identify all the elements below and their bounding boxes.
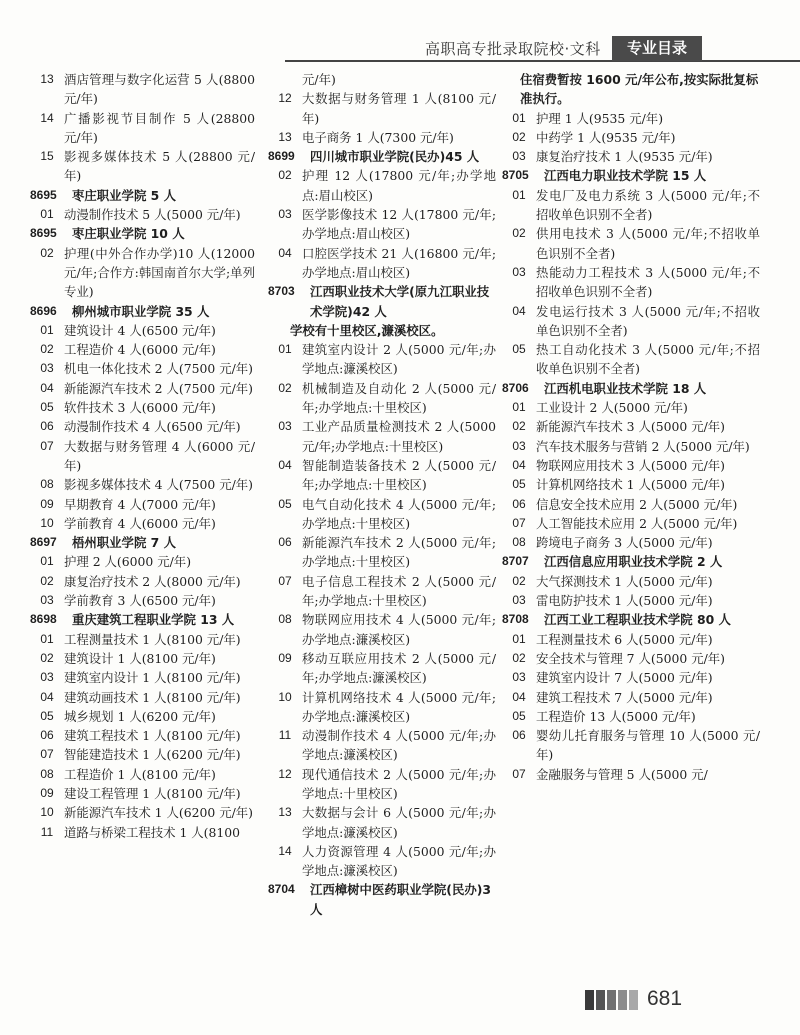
program-text: 工程测量技术 1 人(8100 元/年) [64,631,241,647]
program-number: 01 [278,342,292,357]
program-text: 智能制造装备技术 2 人(5000 元/年;办学地点:十里校区) [302,457,496,493]
program-entry [268,89,496,128]
page-footer [585,987,745,1012]
program-entry [502,437,760,456]
program-entry [268,765,496,804]
program-entry [502,147,760,166]
program-entry [268,610,496,649]
program-number: 04 [40,689,54,704]
page-header [0,36,800,64]
program-number: 02 [512,650,526,665]
program-text: 跨境电子商务 3 人(5000 元/年) [536,535,713,551]
program-text: 新能源汽车技术 3 人(5000 元/年) [536,419,725,435]
school-heading [502,552,760,571]
program-number: 03 [512,264,526,279]
footer-bar-square [618,990,627,1010]
program-number: 08 [40,766,54,781]
program-entry [502,514,760,533]
program-text: 建筑工程技术 1 人(8100 元/年) [64,728,241,744]
program-text: 工业产品质量检测技术 2 人(5000 元/年;办学地点:十里校区) [302,419,496,454]
program-text: 建筑室内设计 7 人(5000 元/年) [536,670,713,686]
program-number: 14 [278,843,292,858]
program-number: 13 [278,129,292,144]
program-entry [502,630,760,649]
program-number: 01 [512,631,526,646]
program-number: 05 [40,708,54,723]
school-code: 8699 [268,149,295,164]
school-note: 学校有十里校区,濂溪校区。 [290,322,444,338]
program-text: 电子商务 1 人(7300 元/年) [302,129,454,145]
program-text: 婴幼儿托育服务与管理 10 人(5000 元/年) [536,728,760,763]
program-entry [502,109,760,128]
program-number: 03 [40,593,54,608]
program-number: 09 [40,785,54,800]
program-entry [268,649,496,688]
program-entry [268,456,496,495]
program-entry [268,572,496,611]
program-number: 11 [278,728,292,743]
school-code: 8696 [30,303,57,318]
program-text: 城乡规划 1 人(6200 元/年) [64,708,216,724]
program-text: 工程造价 13 人(5000 元/年) [536,708,696,724]
footer-bar-square [607,990,616,1010]
program-text: 护理 2 人(6000 元/年) [64,554,192,570]
program-entry [30,437,255,476]
program-number: 03 [278,419,292,434]
program-number: 06 [40,728,54,743]
program-entry [30,495,255,514]
program-entry [30,340,255,359]
school-name: 梧州职业学院 7 人 [72,535,176,551]
school-name: 四川城市职业学院(民办)45 人 [310,149,480,165]
program-number: 07 [278,573,292,588]
school-code: 8695 [30,226,57,241]
school-heading [268,147,496,166]
program-number: 07 [40,438,54,453]
school-heading [268,282,496,321]
school-code: 8705 [502,168,529,183]
program-text: 学前教育 4 人(6000 元/年) [64,515,216,531]
program-number: 09 [278,650,292,665]
program-number: 07 [40,747,54,762]
school-name: 柳州城市职业学院 35 人 [72,303,210,319]
program-entry [502,649,760,668]
program-entry [30,649,255,668]
program-number: 05 [512,708,526,723]
program-entry [30,823,255,842]
program-text: 新能源汽车技术 2 人(5000 元/年;办学地点:十里校区) [302,535,496,570]
program-number: 08 [512,535,526,550]
program-number: 01 [40,554,54,569]
program-text: 大数据与财务管理 4 人(6000 元/年) [64,438,255,473]
program-text: 移动互联应用技术 2 人(5000 元/年;办学地点:濂溪校区) [302,650,496,686]
school-heading [502,610,760,629]
program-number: 10 [40,515,54,530]
program-entry [502,340,760,379]
program-entry [30,765,255,784]
program-number: 06 [40,419,54,434]
school-code: 8697 [30,535,57,550]
program-number: 06 [278,535,292,550]
program-number: 04 [512,689,526,704]
program-text: 康复治疗技术 1 人(9535 元/年) [536,149,713,165]
program-text: 机械制造及自动化 2 人(5000 元/年;办学地点:十里校区) [302,380,496,416]
program-number: 02 [278,380,292,395]
program-entry [268,166,496,205]
program-text: 雷电防护技术 1 人(5000 元/年) [536,593,713,609]
program-entry [30,803,255,822]
program-text: 动漫制作技术 4 人(6500 元/年) [64,419,241,435]
program-entry [268,205,496,244]
program-text: 口腔医学技术 21 人(16800 元/年;办学地点:眉山校区) [302,245,496,280]
program-text: 安全技术与管理 7 人(5000 元/年) [536,650,725,666]
program-entry [30,726,255,745]
program-number: 07 [512,766,526,781]
program-number: 13 [278,805,292,820]
school-heading [268,880,496,919]
footer-bar-square [629,990,638,1010]
program-text: 软件技术 3 人(6000 元/年) [64,400,216,416]
program-text: 建筑工程技术 7 人(5000 元/年) [536,689,713,705]
program-text: 工程造价 1 人(8100 元/年) [64,766,216,782]
program-text: 人工智能技术应用 2 人(5000 元/年) [536,515,738,531]
program-number: 04 [512,303,526,318]
program-entry [502,533,760,552]
program-entry [268,688,496,727]
program-number: 04 [278,245,292,260]
program-text: 中药学 1 人(9535 元/年) [536,129,676,145]
program-text: 大数据与财务管理 1 人(8100 元/年) [302,91,496,126]
program-entry [30,475,255,494]
program-number: 05 [40,400,54,415]
program-number: 03 [512,149,526,164]
program-number: 06 [512,728,526,743]
program-number: 03 [512,670,526,685]
program-entry [30,668,255,687]
program-entry [502,456,760,475]
program-number: 01 [512,110,526,125]
program-text: 护理 1 人(9535 元/年) [536,110,664,126]
footer-bar-square [585,990,594,1010]
school-name: 重庆建筑工程职业学院 13 人 [72,612,235,628]
program-number: 02 [40,573,54,588]
program-number: 02 [512,419,526,434]
program-entry [502,186,760,225]
school-name: 江西机电职业技术学院 18 人 [544,380,707,396]
program-entry [502,495,760,514]
school-name: 枣庄职业学院 10 人 [72,226,185,242]
school-name: 江西信息应用职业技术学院 2 人 [544,554,723,570]
program-text: 护理 12 人(17800 元/年;办学地点:眉山校区) [302,168,496,203]
program-entry [502,668,760,687]
program-text: 热能动力工程技术 3 人(5000 元/年;不招收单色识别不全者) [536,264,760,300]
program-number: 02 [512,226,526,241]
program-number: 01 [40,631,54,646]
program-text: 建筑设计 4 人(6500 元/年) [64,322,216,338]
program-text: 广播影视节目制作 5 人(28800 元/年) [64,110,255,145]
program-entry [268,417,496,456]
program-entry [268,70,496,89]
school-heading [30,302,255,321]
program-number: 11 [40,824,54,839]
program-entry [268,244,496,283]
program-number: 04 [40,380,54,395]
school-code: 8698 [30,612,57,627]
header-section-tab: 专业目录 [612,36,702,61]
program-text: 影视多媒体技术 4 人(7500 元/年) [64,477,253,493]
program-text: 医学影像技术 12 人(17800 元/年;办学地点:眉山校区) [302,207,496,242]
program-number: 03 [278,207,292,222]
program-text: 工业设计 2 人(5000 元/年) [536,400,688,416]
program-number [268,70,302,89]
program-entry [30,745,255,764]
school-note: 住宿费暂按 1600 元/年公布,按实际批复标准执行。 [520,72,759,107]
program-number: 04 [278,457,292,472]
program-text: 机电一体化技术 2 人(7500 元/年) [64,361,253,377]
program-text: 酒店管理与数字化运营 5 人(8800 元/年) [64,72,255,107]
program-number: 05 [512,477,526,492]
program-text: 人力资源管理 4 人(5000 元/年;办学地点:濂溪校区) [302,843,496,879]
program-number: 05 [278,496,292,511]
program-text: 学前教育 3 人(6500 元/年) [64,593,216,609]
program-number: 02 [278,168,292,183]
column-1 [30,70,255,955]
program-text: 计算机网络技术 4 人(5000 元/年;办学地点:濂溪校区) [302,689,496,724]
program-text: 道路与桥梁工程技术 1 人(8100 [64,824,241,840]
program-entry [502,417,760,436]
program-text: 金融服务与管理 5 人(5000 元/ [536,766,708,782]
program-text: 汽车技术服务与营销 2 人(5000 元/年) [536,438,750,454]
header-title: 高职高专批录取院校·文科 [425,40,601,58]
program-text: 电气自动化技术 4 人(5000 元/年;办学地点:十里校区) [302,496,496,531]
program-text: 康复治疗技术 2 人(8000 元/年) [64,573,241,589]
program-text: 发电运行技术 3 人(5000 元/年;不招收单色识别不全者) [536,303,760,338]
school-name: 枣庄职业学院 5 人 [72,187,176,203]
program-number: 01 [40,322,54,337]
program-number: 02 [40,342,54,357]
program-entry [30,630,255,649]
school-heading [502,379,760,398]
program-entry [30,321,255,340]
program-entry [502,475,760,494]
school-code: 8695 [30,187,57,202]
program-text: 信息安全技术应用 2 人(5000 元/年) [536,496,738,512]
program-text: 护理(中外合作办学)10 人(12000 元/年;合作方:韩国南首尔大学;单列专业) [64,245,255,300]
program-number: 02 [40,650,54,665]
page-number: 681 [647,987,683,1010]
program-number: 03 [40,670,54,685]
program-text: 早期教育 4 人(7000 元/年) [64,496,216,512]
program-text: 动漫制作技术 4 人(5000 元/年;办学地点:濂溪校区) [302,728,496,763]
program-entry [502,263,760,302]
program-text: 建设工程管理 1 人(8100 元/年) [64,785,241,801]
program-number: 05 [512,342,526,357]
program-entry [502,128,760,147]
program-number: 03 [512,593,526,608]
school-heading [30,610,255,629]
program-number: 08 [278,612,292,627]
program-number: 01 [512,187,526,202]
program-entry [268,128,496,147]
program-entry [30,109,255,148]
program-number: 07 [512,515,526,530]
column-2 [268,70,496,955]
program-entry [502,224,760,263]
program-text: 计算机网络技术 1 人(5000 元/年) [536,477,725,493]
program-entry [502,398,760,417]
school-code: 8706 [502,380,529,395]
program-entry [30,552,255,571]
footer-bar-square [596,990,605,1010]
program-entry [502,572,760,591]
program-entry [502,302,760,341]
program-number: 12 [278,91,292,106]
header-rule [285,60,800,62]
program-entry [30,205,255,224]
program-entry [30,591,255,610]
program-entry [502,707,760,726]
column-3 [502,70,760,955]
program-text: 影视多媒体技术 5 人(28800 元/年) [64,149,255,184]
program-text: 建筑室内设计 2 人(5000 元/年;办学地点:濂溪校区) [302,342,496,377]
program-text: 建筑动画技术 1 人(8100 元/年) [64,689,241,705]
program-entry [30,572,255,591]
program-number: 12 [278,766,292,781]
program-text: 工程测量技术 6 人(5000 元/年) [536,631,713,647]
program-number: 14 [40,110,54,125]
program-text: 动漫制作技术 5 人(5000 元/年) [64,207,241,223]
program-text: 热工自动化技术 3 人(5000 元/年;不招收单色识别不全者) [536,342,760,377]
program-text: 电子信息工程技术 2 人(5000 元/年;办学地点:十里校区) [302,573,496,609]
program-text: 建筑设计 1 人(8100 元/年) [64,650,216,666]
school-name: 江西樟树中医药职业学院(民办)3 人 [310,882,492,917]
program-text: 新能源汽车技术 2 人(7500 元/年) [64,380,253,396]
program-number: 08 [40,477,54,492]
program-text: 大数据与会计 6 人(5000 元/年;办学地点:濂溪校区) [302,805,496,840]
program-number: 10 [40,805,54,820]
program-text: 元/年) [302,72,336,87]
program-entry [502,591,760,610]
program-number: 10 [278,689,292,704]
program-entry [268,379,496,418]
program-entry [30,417,255,436]
program-entry [30,398,255,417]
program-number: 01 [512,400,526,415]
program-number: 03 [512,438,526,453]
school-heading [30,186,255,205]
program-number: 09 [40,496,54,511]
program-entry [30,688,255,707]
school-code: 8704 [268,882,295,897]
program-text: 物联网应用技术 3 人(5000 元/年) [536,457,725,473]
program-entry [30,147,255,186]
program-text: 新能源汽车技术 1 人(6200 元/年) [64,805,253,821]
program-entry [30,244,255,302]
program-entry [502,726,760,765]
program-number: 02 [512,573,526,588]
program-number: 15 [40,149,54,164]
program-entry [502,688,760,707]
school-heading [30,533,255,552]
program-number: 02 [512,129,526,144]
school-code: 8708 [502,612,529,627]
school-name: 江西工业工程职业技术学院 80 人 [544,612,731,628]
program-entry [30,359,255,378]
program-text: 发电厂及电力系统 3 人(5000 元/年;不招收单色识别不全者) [536,187,760,223]
program-number: 13 [40,72,54,86]
program-entry [30,784,255,803]
program-entry [268,842,496,881]
program-text: 供用电技术 3 人(5000 元/年;不招收单色识别不全者) [536,226,760,261]
program-entry [268,495,496,534]
program-entry [30,70,255,109]
program-text: 建筑室内设计 1 人(8100 元/年) [64,670,241,686]
program-entry [30,514,255,533]
school-code: 8703 [268,284,295,299]
program-entry [268,340,496,379]
program-entry [268,726,496,765]
program-number: 06 [512,496,526,511]
school-name: 江西电力职业技术学院 15 人 [544,168,707,184]
program-text: 大气探测技术 1 人(5000 元/年) [536,573,713,589]
program-entry [268,803,496,842]
program-entry [502,765,760,784]
program-entry [268,533,496,572]
program-number: 03 [40,361,54,376]
program-text: 工程造价 4 人(6000 元/年) [64,342,216,358]
school-heading [502,166,760,185]
school-name: 江西职业技术大学(原九江职业技术学院)42 人 [310,284,490,319]
program-number: 04 [512,457,526,472]
program-text: 物联网应用技术 4 人(5000 元/年;办学地点:濂溪校区) [302,612,496,647]
program-entry [30,707,255,726]
program-number: 01 [40,207,54,222]
program-number: 02 [40,245,54,260]
program-text: 智能建造技术 1 人(6200 元/年) [64,747,241,763]
program-text: 现代通信技术 2 人(5000 元/年;办学地点:十里校区) [302,766,496,801]
school-heading [30,224,255,243]
program-entry [30,379,255,398]
school-code: 8707 [502,554,529,569]
